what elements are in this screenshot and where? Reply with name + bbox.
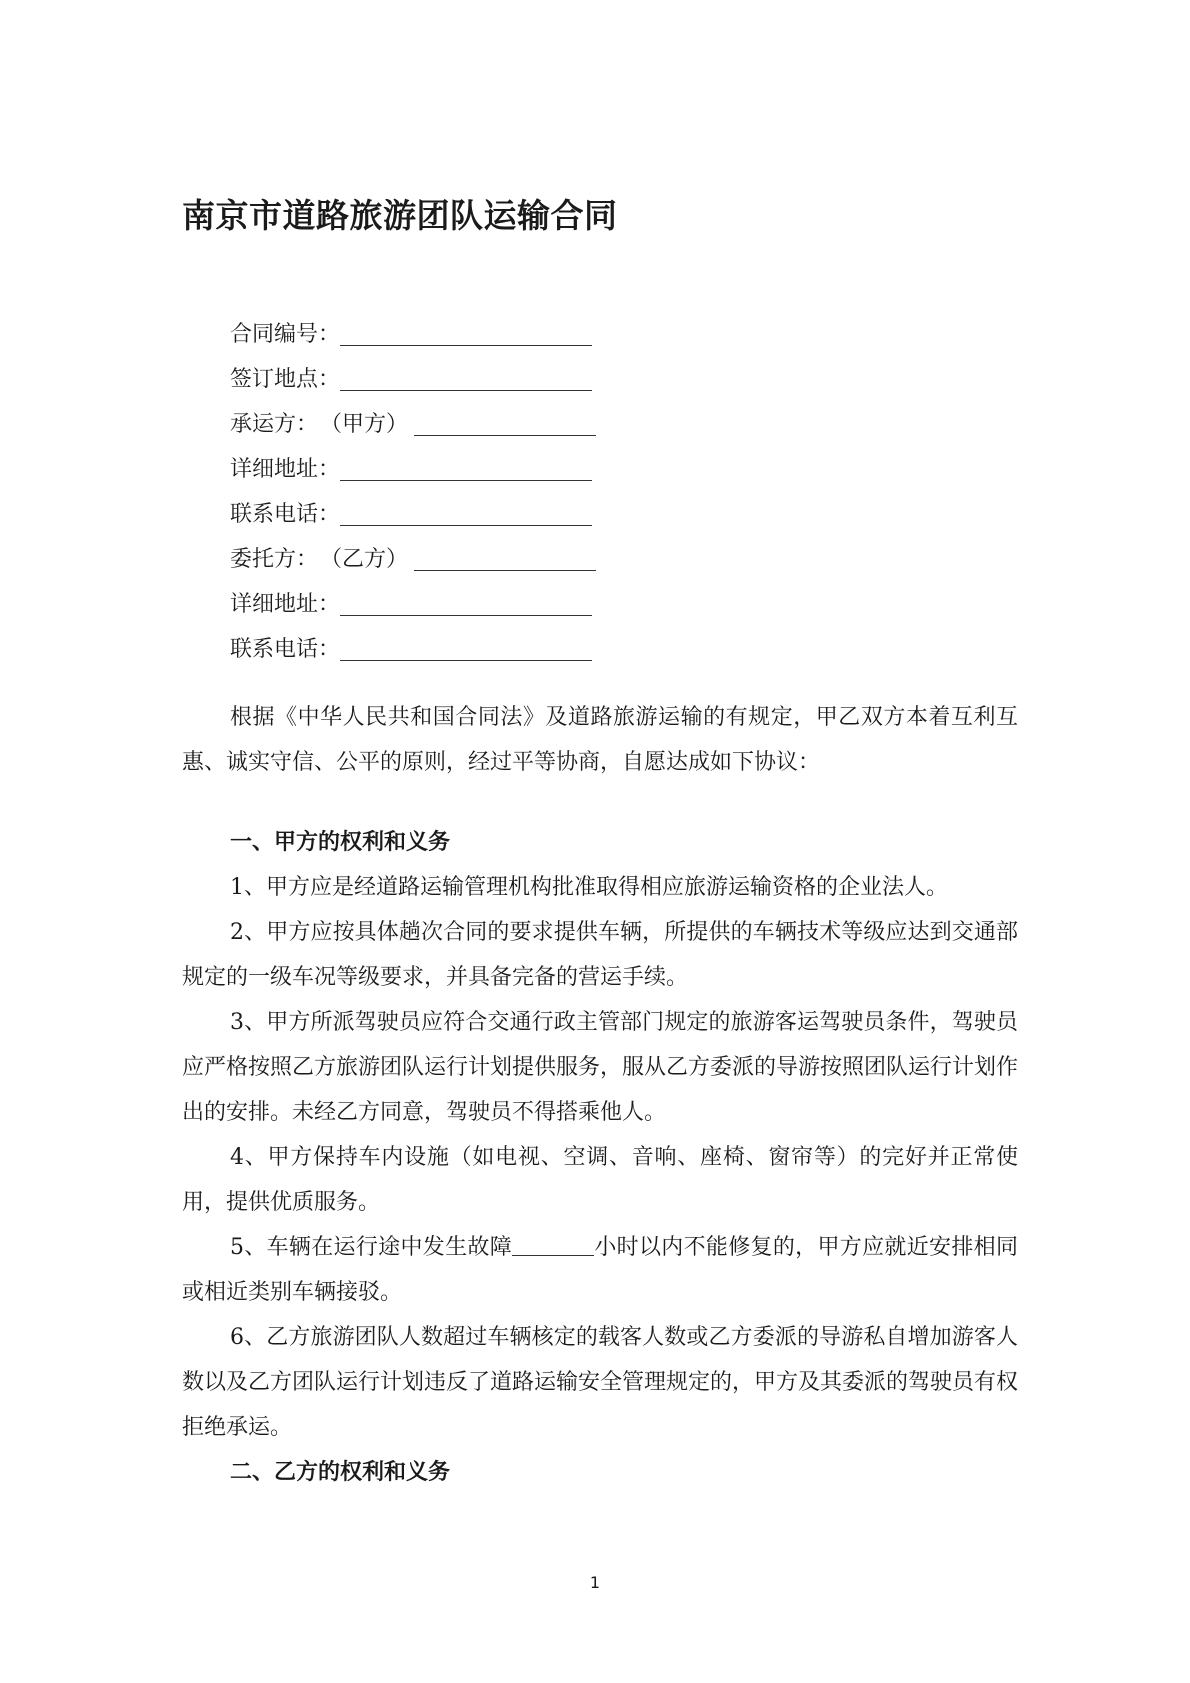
hours-blank <box>512 1233 594 1256</box>
contract-number-blank <box>340 323 592 346</box>
clause-3: 3、甲方所派驾驶员应符合交通行政主管部门规定的旅游客运驾驶员条件，驾驶员应严格按照乙方旅游团队运行计划提供服务，服从乙方委派的导游按照团队运行计划作出的安排。未经乙方同意，驾驶员不得搭乘他人。 <box>182 1010 1019 1125</box>
field-label: 委托方： <box>230 547 319 572</box>
field-label: 合同编号： <box>230 322 341 347</box>
client-phone-field <box>230 620 596 665</box>
carrier-blank <box>414 413 596 436</box>
clause-2: 2、甲方应按具体趟次合同的要求提供车辆，所提供的车辆技术等级应达到交通部规定的一级车况等级要求，并具备完备的营运手续。 <box>182 920 1018 990</box>
contract-number-field <box>230 305 596 350</box>
client-address-blank <box>340 593 592 616</box>
section-heading: 一、甲方的权利和义务 <box>230 830 451 855</box>
field-label: 承运方： <box>230 412 319 437</box>
client-field <box>230 530 596 575</box>
clause-5-after: 小时以内不能修复的，甲方应就近安排相同或相近类别车辆接驳。 <box>182 1235 1018 1305</box>
clause-5 <box>182 1225 1018 1315</box>
section-party-a <box>182 820 1018 1495</box>
intro-paragraph: 根据《中华人民共和国合同法》及道路旅游运输的有规定，甲乙双方本着互利互惠、诚实守信、公平的原则，经过平等协商，自愿达成如下协议： <box>182 705 1018 775</box>
carrier-address-blank <box>340 458 592 481</box>
field-label: 联系电话： <box>230 502 341 527</box>
page-number: 1 <box>589 1573 601 1592</box>
intro-section <box>182 695 1018 785</box>
section-heading: 二、乙方的权利和义务 <box>230 1460 451 1485</box>
client-blank <box>414 548 596 571</box>
client-phone-blank <box>340 638 592 661</box>
client-address-field <box>230 575 596 620</box>
signing-location-blank <box>340 368 592 391</box>
carrier-field <box>230 395 596 440</box>
clause-6: 6、乙方旅游团队人数超过车辆核定的载客人数或乙方委派的导游私自增加游客人数以及乙方团队运行计划违反了道路运输安全管理规定的，甲方及其委派的驾驶员有权拒绝承运。 <box>182 1325 1019 1440</box>
carrier-address-field <box>230 440 596 485</box>
clause-1: 1、甲方应是经道路运输管理机构批准取得相应旅游运输资格的企业法人。 <box>230 875 948 900</box>
carrier-phone-blank <box>340 503 592 526</box>
field-label: 详细地址： <box>230 457 341 482</box>
party-a-label: （甲方） <box>320 412 409 437</box>
field-label: 联系电话： <box>230 637 341 662</box>
carrier-phone-field <box>230 485 596 530</box>
contract-info-fields <box>230 305 596 665</box>
party-b-label: （乙方） <box>320 547 409 572</box>
field-label: 签订地点： <box>230 367 341 392</box>
clause-4: 4、甲方保持车内设施（如电视、空调、音响、座椅、窗帘等）的完好并正常使用，提供优质服务。 <box>182 1145 1018 1215</box>
signing-location-field <box>230 350 596 395</box>
field-label: 详细地址： <box>230 592 341 617</box>
document-title: 南京市道路旅游团队运输合同 <box>182 196 618 235</box>
clause-5-before: 5、车辆在运行途中发生故障 <box>230 1235 513 1260</box>
